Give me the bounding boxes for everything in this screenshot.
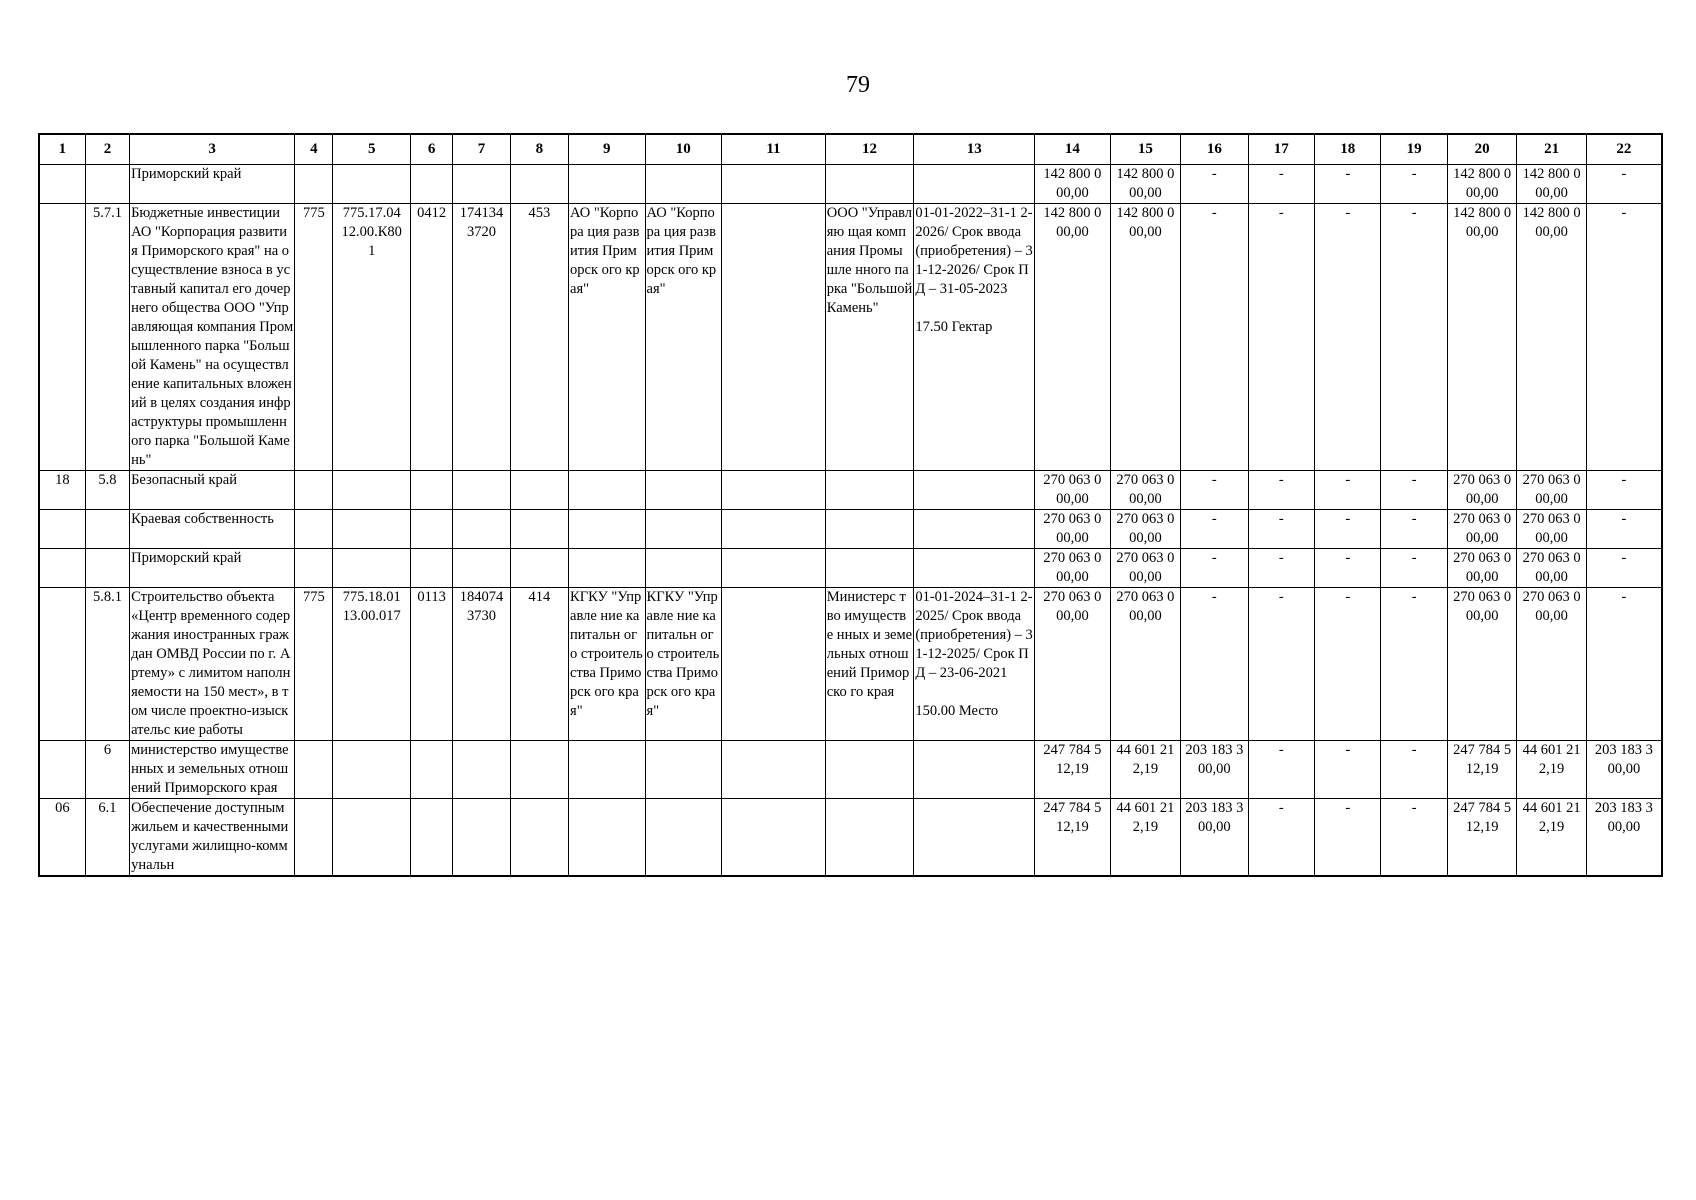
cell-col-12 [825, 471, 914, 510]
table-row [39, 204, 1662, 471]
cell-col-12 [825, 165, 914, 204]
column-header: 17 [1248, 134, 1314, 165]
cell-col-7 [453, 471, 510, 510]
cell-col-20: 270 063 0 00,00 [1447, 549, 1516, 588]
cell-col-2: 5.8 [85, 471, 129, 510]
cell-col-21: 44 601 21 2,19 [1517, 799, 1586, 877]
column-header: 14 [1035, 134, 1111, 165]
cell-col-13 [914, 799, 1035, 877]
column-header: 16 [1181, 134, 1248, 165]
cell-col-21: 142 800 0 00,00 [1517, 204, 1586, 471]
cell-col-4 [295, 471, 333, 510]
table-row [39, 799, 1662, 877]
cell-col-20: 247 784 5 12,19 [1447, 799, 1516, 877]
cell-col-15: 142 800 0 00,00 [1110, 165, 1180, 204]
cell-col-15: 270 063 0 00,00 [1110, 471, 1180, 510]
cell-col-16: - [1181, 471, 1248, 510]
cell-col-9: АО "Корпора ция развития Приморск ого края" [569, 204, 646, 471]
cell-col-3: Безопасный край [130, 471, 295, 510]
cell-col-1 [39, 165, 85, 204]
cell-col-2: 5.7.1 [85, 204, 129, 471]
cell-col-8 [510, 741, 568, 799]
cell-col-13 [914, 165, 1035, 204]
cell-col-7 [453, 165, 510, 204]
cell-col-16: - [1181, 165, 1248, 204]
cell-col-1 [39, 741, 85, 799]
cell-col-13: 01-01-2024–31-1 2-2025/ Срок ввода (приобретения) – 31-12-2025/ Срок ПД – 23-06-2021 150.00 Место [914, 588, 1035, 741]
cell-col-6: 0412 [410, 204, 452, 471]
cell-col-9 [569, 471, 646, 510]
cell-col-14: 270 063 0 00,00 [1035, 549, 1111, 588]
cell-col-7: 184074 3730 [453, 588, 510, 741]
cell-col-16: 203 183 3 00,00 [1181, 741, 1248, 799]
cell-col-10 [645, 510, 722, 549]
column-header: 4 [295, 134, 333, 165]
cell-col-20: 142 800 0 00,00 [1447, 204, 1516, 471]
cell-col-6 [410, 549, 452, 588]
cell-col-12 [825, 549, 914, 588]
cell-col-6 [410, 510, 452, 549]
cell-col-6 [410, 799, 452, 877]
cell-col-16: - [1181, 204, 1248, 471]
table-row [39, 510, 1662, 549]
cell-col-17: - [1248, 799, 1314, 877]
cell-col-2 [85, 510, 129, 549]
cell-col-18: - [1315, 549, 1381, 588]
cell-col-4 [295, 510, 333, 549]
column-header: 3 [130, 134, 295, 165]
cell-col-11 [722, 799, 826, 877]
cell-col-22: - [1586, 204, 1662, 471]
cell-col-20: 270 063 0 00,00 [1447, 588, 1516, 741]
cell-col-16: - [1181, 510, 1248, 549]
column-header: 15 [1110, 134, 1180, 165]
cell-col-11 [722, 741, 826, 799]
cell-col-19: - [1381, 204, 1447, 471]
cell-col-3: Приморский край [130, 165, 295, 204]
cell-col-14: 270 063 0 00,00 [1035, 510, 1111, 549]
cell-col-9 [569, 165, 646, 204]
cell-col-4: 775 [295, 204, 333, 471]
column-header: 19 [1381, 134, 1447, 165]
column-header: 1 [39, 134, 85, 165]
cell-col-15: 142 800 0 00,00 [1110, 204, 1180, 471]
cell-col-4 [295, 165, 333, 204]
cell-col-5 [333, 165, 411, 204]
cell-col-9 [569, 741, 646, 799]
cell-col-10 [645, 165, 722, 204]
cell-col-18: - [1315, 588, 1381, 741]
cell-col-12 [825, 510, 914, 549]
cell-col-10 [645, 471, 722, 510]
column-header: 9 [569, 134, 646, 165]
cell-col-4 [295, 799, 333, 877]
cell-col-14: 142 800 0 00,00 [1035, 165, 1111, 204]
cell-col-6: 0113 [410, 588, 452, 741]
cell-col-5 [333, 549, 411, 588]
cell-col-8 [510, 471, 568, 510]
cell-col-18: - [1315, 741, 1381, 799]
column-header: 21 [1517, 134, 1586, 165]
column-header: 8 [510, 134, 568, 165]
cell-col-10: КГКУ "Управле ние капитальн ого строитель ства Приморск ого края" [645, 588, 722, 741]
cell-col-3: Бюджетные инвестиции АО "Корпорация развития Приморского края" на осуществление взноса в уставный капитал его дочернего общества ООО "Управляющая компания Промышленного парка "Большой Камень" на осуществление капитальных вложений в целях создания инфраструктуры промышленного парка "Большой Камень" [130, 204, 295, 471]
cell-col-19: - [1381, 471, 1447, 510]
cell-col-2: 5.8.1 [85, 588, 129, 741]
cell-col-5 [333, 510, 411, 549]
cell-col-12 [825, 741, 914, 799]
cell-col-13 [914, 741, 1035, 799]
cell-col-6 [410, 471, 452, 510]
cell-col-1 [39, 588, 85, 741]
cell-col-11 [722, 549, 826, 588]
cell-col-4: 775 [295, 588, 333, 741]
cell-col-21: 44 601 21 2,19 [1517, 741, 1586, 799]
table-row [39, 741, 1662, 799]
cell-col-22: - [1586, 471, 1662, 510]
cell-col-10 [645, 799, 722, 877]
cell-col-14: 270 063 0 00,00 [1035, 471, 1111, 510]
table-row [39, 165, 1662, 204]
column-header: 5 [333, 134, 411, 165]
cell-col-9 [569, 510, 646, 549]
cell-col-3: министерство имущественных и земельных отношений Приморского края [130, 741, 295, 799]
cell-col-5: 775.17.04 12.00.К80 1 [333, 204, 411, 471]
cell-col-13 [914, 471, 1035, 510]
cell-col-17: - [1248, 588, 1314, 741]
cell-col-17: - [1248, 471, 1314, 510]
cell-col-9 [569, 549, 646, 588]
cell-col-17: - [1248, 741, 1314, 799]
cell-col-16: - [1181, 588, 1248, 741]
cell-col-1 [39, 549, 85, 588]
table-row [39, 471, 1662, 510]
cell-col-8: 414 [510, 588, 568, 741]
page-number: 79 [846, 72, 870, 98]
cell-col-9: КГКУ "Управле ние капитальн ого строитель ства Приморск ого края" [569, 588, 646, 741]
cell-col-10: АО "Корпора ция развития Приморск ого края" [645, 204, 722, 471]
cell-col-20: 247 784 5 12,19 [1447, 741, 1516, 799]
cell-col-22: 203 183 3 00,00 [1586, 741, 1662, 799]
cell-col-21: 270 063 0 00,00 [1517, 471, 1586, 510]
cell-col-20: 142 800 0 00,00 [1447, 165, 1516, 204]
cell-col-18: - [1315, 799, 1381, 877]
cell-col-7 [453, 799, 510, 877]
cell-col-11 [722, 204, 826, 471]
cell-col-5: 775.18.01 13.00.017 [333, 588, 411, 741]
cell-col-5 [333, 741, 411, 799]
cell-col-11 [722, 510, 826, 549]
cell-col-3: Краевая собственность [130, 510, 295, 549]
column-header: 11 [722, 134, 826, 165]
cell-col-18: - [1315, 471, 1381, 510]
column-header: 6 [410, 134, 452, 165]
cell-col-12: ООО "Управляю щая компания Промышле нного парка "Большой Камень" [825, 204, 914, 471]
cell-col-20: 270 063 0 00,00 [1447, 510, 1516, 549]
cell-col-19: - [1381, 741, 1447, 799]
cell-col-18: - [1315, 165, 1381, 204]
column-header: 20 [1447, 134, 1516, 165]
cell-col-7: 174134 3720 [453, 204, 510, 471]
column-header: 10 [645, 134, 722, 165]
budget-table [38, 133, 1663, 877]
column-header: 12 [825, 134, 914, 165]
cell-col-4 [295, 549, 333, 588]
cell-col-22: - [1586, 549, 1662, 588]
cell-col-5 [333, 471, 411, 510]
cell-col-1 [39, 510, 85, 549]
column-header: 2 [85, 134, 129, 165]
table-row [39, 549, 1662, 588]
table-body [39, 165, 1662, 877]
cell-col-2 [85, 165, 129, 204]
cell-col-17: - [1248, 165, 1314, 204]
cell-col-17: - [1248, 549, 1314, 588]
cell-col-14: 142 800 0 00,00 [1035, 204, 1111, 471]
cell-col-20: 270 063 0 00,00 [1447, 471, 1516, 510]
cell-col-2 [85, 549, 129, 588]
cell-col-21: 270 063 0 00,00 [1517, 588, 1586, 741]
cell-col-21: 142 800 0 00,00 [1517, 165, 1586, 204]
table-row [39, 588, 1662, 741]
cell-col-14: 247 784 5 12,19 [1035, 741, 1111, 799]
cell-col-3: Обеспечение доступным жильем и качественными услугами жилищно-коммунальн [130, 799, 295, 877]
cell-col-6 [410, 741, 452, 799]
cell-col-15: 44 601 21 2,19 [1110, 741, 1180, 799]
cell-col-19: - [1381, 588, 1447, 741]
cell-col-1: 06 [39, 799, 85, 877]
cell-col-22: - [1586, 165, 1662, 204]
cell-col-21: 270 063 0 00,00 [1517, 510, 1586, 549]
cell-col-8 [510, 799, 568, 877]
cell-col-11 [722, 165, 826, 204]
cell-col-3: Приморский край [130, 549, 295, 588]
cell-col-4 [295, 741, 333, 799]
column-header: 18 [1315, 134, 1381, 165]
header-row [39, 134, 1662, 165]
cell-col-11 [722, 588, 826, 741]
cell-col-11 [722, 471, 826, 510]
cell-col-22: - [1586, 588, 1662, 741]
cell-col-7 [453, 510, 510, 549]
cell-col-19: - [1381, 799, 1447, 877]
cell-col-17: - [1248, 510, 1314, 549]
cell-col-9 [569, 799, 646, 877]
cell-col-6 [410, 165, 452, 204]
cell-col-13 [914, 549, 1035, 588]
column-header: 13 [914, 134, 1035, 165]
cell-col-18: - [1315, 204, 1381, 471]
cell-col-15: 270 063 0 00,00 [1110, 588, 1180, 741]
cell-col-22: - [1586, 510, 1662, 549]
cell-col-7 [453, 549, 510, 588]
cell-col-16: - [1181, 549, 1248, 588]
cell-col-15: 270 063 0 00,00 [1110, 549, 1180, 588]
cell-col-8 [510, 510, 568, 549]
cell-col-5 [333, 799, 411, 877]
cell-col-18: - [1315, 510, 1381, 549]
cell-col-10 [645, 549, 722, 588]
cell-col-2: 6.1 [85, 799, 129, 877]
cell-col-7 [453, 741, 510, 799]
cell-col-19: - [1381, 165, 1447, 204]
cell-col-22: 203 183 3 00,00 [1586, 799, 1662, 877]
cell-col-1: 18 [39, 471, 85, 510]
cell-col-19: - [1381, 510, 1447, 549]
column-header: 22 [1586, 134, 1662, 165]
cell-col-14: 270 063 0 00,00 [1035, 588, 1111, 741]
cell-col-10 [645, 741, 722, 799]
cell-col-8 [510, 549, 568, 588]
cell-col-17: - [1248, 204, 1314, 471]
cell-col-13: 01-01-2022–31-1 2-2026/ Срок ввода (приобретения) – 31-12-2026/ Срок ПД – 31-05-2023 17.50 Гектар [914, 204, 1035, 471]
cell-col-8 [510, 165, 568, 204]
cell-col-16: 203 183 3 00,00 [1181, 799, 1248, 877]
cell-col-8: 453 [510, 204, 568, 471]
cell-col-1 [39, 204, 85, 471]
cell-col-12: Министерс тво имуществе нных и земельных отношений Приморско го края [825, 588, 914, 741]
cell-col-14: 247 784 5 12,19 [1035, 799, 1111, 877]
cell-col-21: 270 063 0 00,00 [1517, 549, 1586, 588]
cell-col-15: 270 063 0 00,00 [1110, 510, 1180, 549]
cell-col-12 [825, 799, 914, 877]
cell-col-3: Строительство объекта «Центр временного содержания иностранных граждан ОМВД России по г. Артему» с лимитом наполняемости на 150 мест», в том числе проектно-изыскательс кие работы [130, 588, 295, 741]
cell-col-19: - [1381, 549, 1447, 588]
cell-col-15: 44 601 21 2,19 [1110, 799, 1180, 877]
cell-col-2: 6 [85, 741, 129, 799]
column-header: 7 [453, 134, 510, 165]
cell-col-13 [914, 510, 1035, 549]
